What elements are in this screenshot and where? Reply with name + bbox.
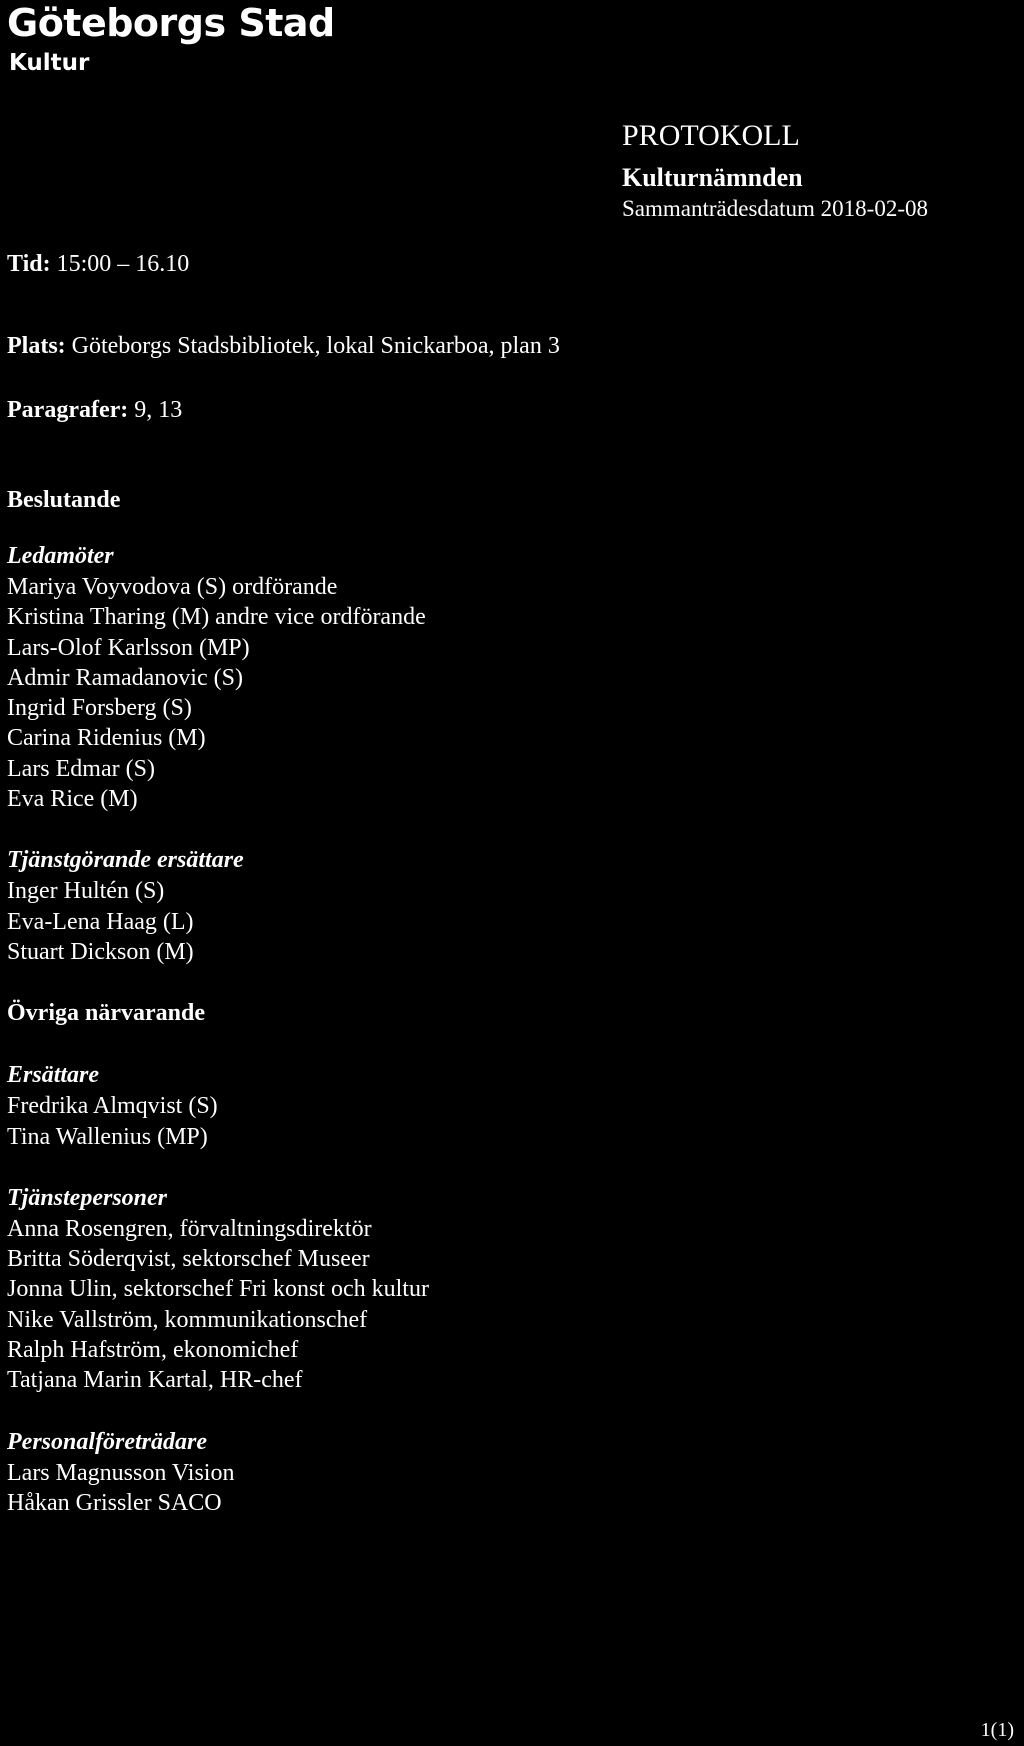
substitutes-heading: Ersättare xyxy=(7,1062,100,1089)
place-value: Göteborgs Stadsbibliotek, lokal Snickarboa, plan 3 xyxy=(71,333,560,359)
list-item: Eva Rice (M) xyxy=(7,786,138,813)
time-value: 15:00 – 16.10 xyxy=(56,251,190,277)
list-item: Ralph Hafström, ekonomichef xyxy=(7,1337,299,1364)
others-present-heading: Övriga närvarande xyxy=(7,1000,205,1027)
list-item: Ingrid Forsberg (S) xyxy=(7,695,192,722)
time-label: Tid: xyxy=(7,251,51,277)
meeting-paragraphs xyxy=(7,394,182,426)
meeting-date-line xyxy=(622,194,928,224)
meeting-date-label: Sammanträdesdatum xyxy=(622,196,815,221)
list-item: Anna Rosengren, förvaltningsdirektör xyxy=(7,1215,372,1242)
serving-substitutes-heading: Tjänstgörande ersättare xyxy=(7,847,244,874)
list-item: Kristina Tharing (M) andre vice ordförande xyxy=(7,604,426,631)
decision-makers-heading: Beslutande xyxy=(7,487,121,513)
document-header xyxy=(622,118,928,224)
list-item: Lars Edmar (S) xyxy=(7,755,155,782)
organization-unit: Kultur xyxy=(9,50,90,76)
list-item: Stuart Dickson (M) xyxy=(7,938,194,965)
attendance-content xyxy=(7,484,1007,1518)
list-item: Mariya Voyvodova (S) ordförande xyxy=(7,574,338,600)
officials-heading: Tjänstepersoner xyxy=(7,1184,168,1211)
list-item: Lars Magnusson Vision xyxy=(7,1459,235,1486)
place-label: Plats: xyxy=(7,333,66,359)
list-item: Lars-Olof Karlsson (MP) xyxy=(7,634,250,661)
staff-representatives-heading: Personalföreträdare xyxy=(7,1428,207,1455)
list-item: Jonna Ulin, sektorschef Fri konst och kultur xyxy=(7,1276,429,1303)
list-item: Fredrika Almqvist (S) xyxy=(7,1093,218,1120)
page-number: 1(1) xyxy=(980,1719,1014,1741)
list-item: Inger Hultén (S) xyxy=(7,878,165,905)
members-list xyxy=(7,572,1007,814)
list-item: Carina Ridenius (M) xyxy=(7,725,206,752)
officials-list xyxy=(7,1214,1007,1396)
paragraphs-value: 9, 13 xyxy=(134,397,183,423)
staff-representatives-list xyxy=(7,1458,1007,1519)
list-item: Admir Ramadanovic (S) xyxy=(7,664,243,691)
substitutes-list xyxy=(7,1091,1007,1152)
meeting-date: 2018-02-08 xyxy=(820,196,928,221)
members-heading: Ledamöter xyxy=(7,543,114,569)
committee-name: Kulturnämnden xyxy=(622,163,803,192)
meeting-place xyxy=(7,330,560,362)
serving-substitutes-list xyxy=(7,876,1007,967)
meeting-time xyxy=(7,248,189,280)
list-item: Nike Vallström, kommunikationschef xyxy=(7,1306,368,1333)
paragraphs-label: Paragrafer: xyxy=(7,397,129,423)
list-item: Eva-Lena Haag (L) xyxy=(7,908,194,935)
organization-name: Göteborgs Stad xyxy=(7,1,335,45)
document-type: PROTOKOLL xyxy=(622,119,800,152)
list-item: Tina Wallenius (MP) xyxy=(7,1123,208,1150)
list-item: Britta Söderqvist, sektorschef Museer xyxy=(7,1246,370,1273)
list-item: Håkan Grissler SACO xyxy=(7,1489,222,1516)
list-item: Tatjana Marin Kartal, HR-chef xyxy=(7,1367,303,1394)
